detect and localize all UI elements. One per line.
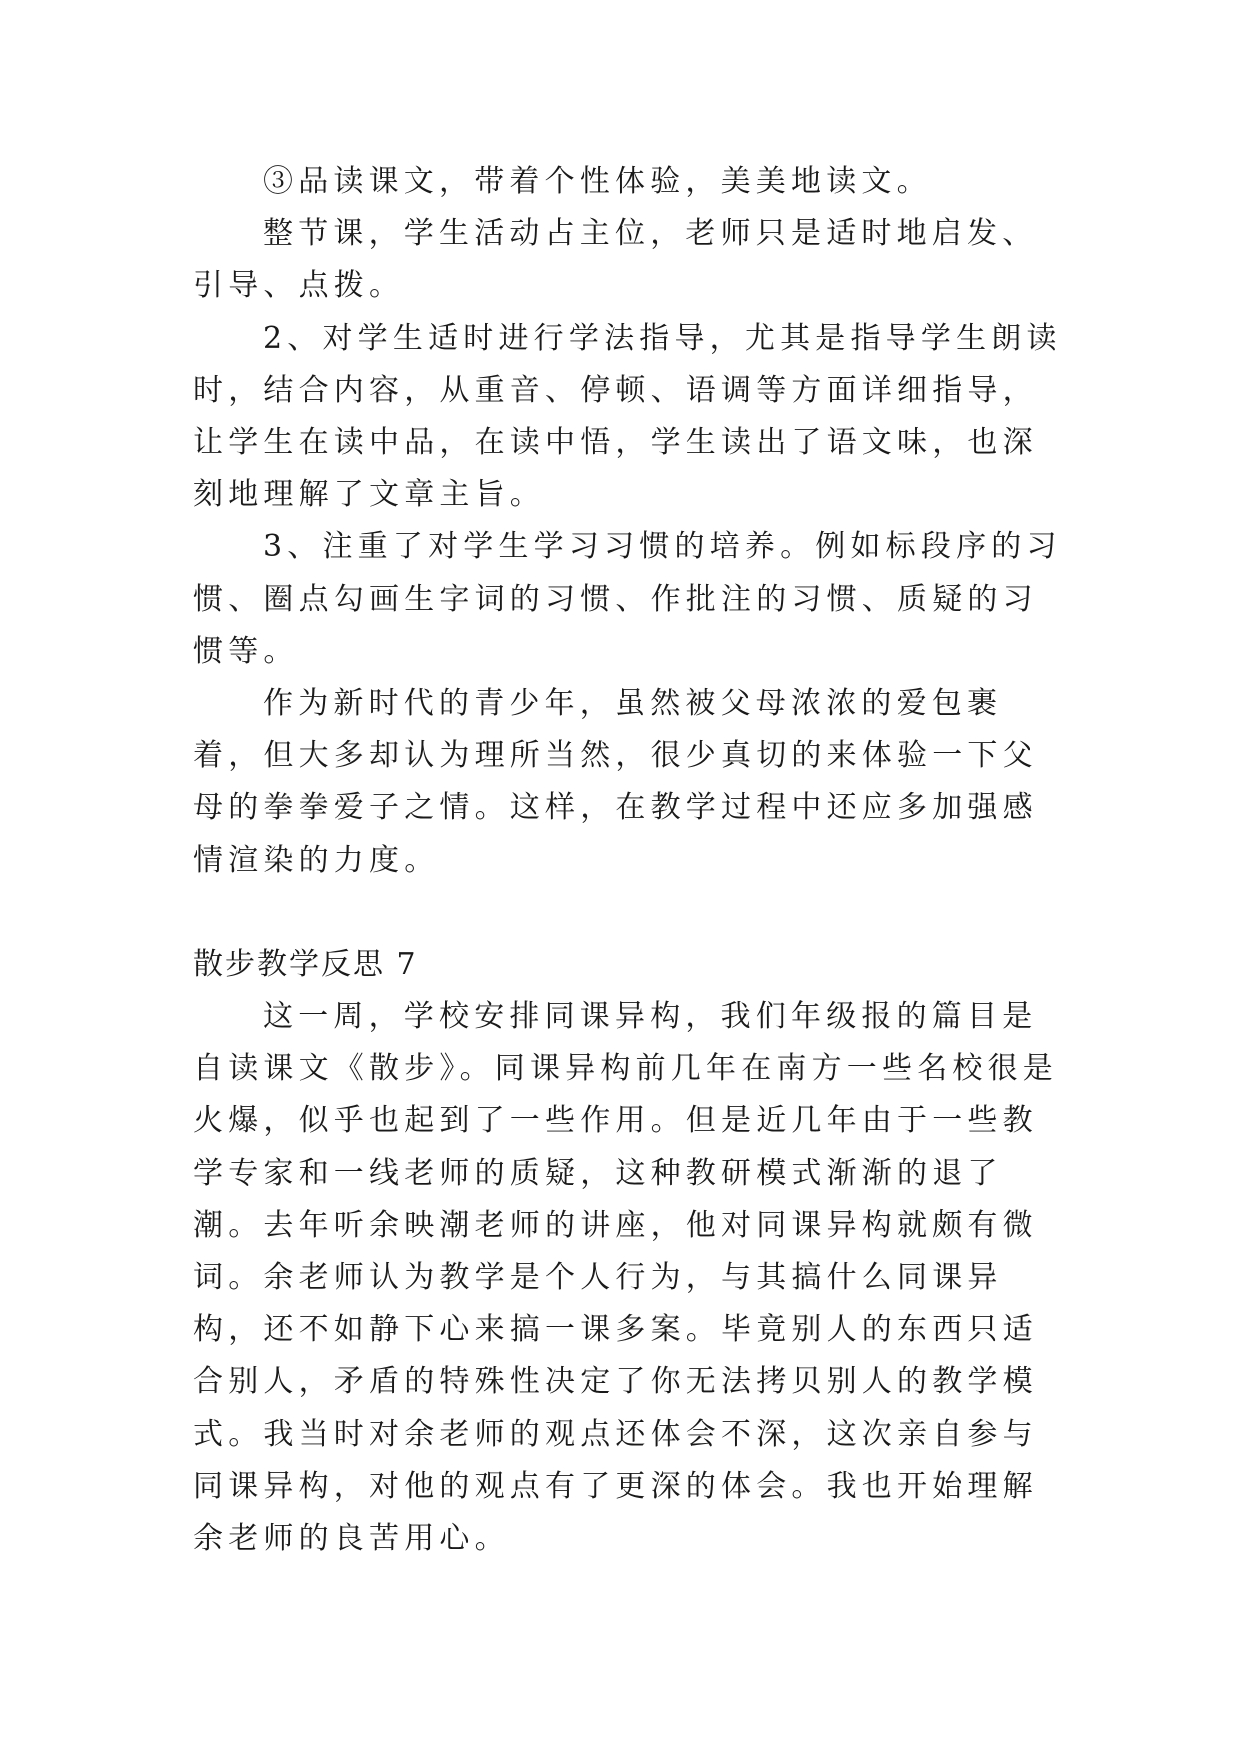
section-gap bbox=[193, 887, 1063, 939]
paragraph-student-activity: 整节课，学生活动占主位，老师只是适时地启发、引导、点拨。 bbox=[193, 216, 1038, 304]
paragraph-method-guidance: 2、对学生适时进行学法指导，尤其是指导学生朗读时，结合内容，从重音、停顿、语调等方面详细指导，让学生在读中品，在读中悟，学生读出了语文味，也深刻地理解了文章主旨。 bbox=[193, 320, 1062, 513]
document-body bbox=[193, 156, 1063, 1565]
paragraph-study-habits: 3、注重了对学生学习习惯的培养。例如标段序的习惯、圈点勾画生字词的习惯、作批注的习惯、质疑的习惯等。 bbox=[193, 529, 1062, 669]
paragraph-reading: ③品读课文，带着个性体验，美美地读文。 bbox=[263, 164, 932, 199]
section-heading: 散步教学反思 7 bbox=[193, 946, 418, 982]
paragraph-reflection: 这一周，学校安排同课异构，我们年级报的篇目是自读课文《散步》。同课异构前几年在南方一些名校很是火爆，似乎也起到了一些作用。但是近几年由于一些教学专家和一线老师的质疑，这种教研模式渐渐的退了潮。去年听余映潮老师的讲座，他对同课异构就颇有微词。余老师认为教学是个人行为，与其搞什么同课异构，还不如静下心来搞一课多案。毕竟别人的东西只适合别人，矛盾的特殊性决定了你无法拷贝别人的教学模式。我当时对余老师的观点还体会不深，这次亲自参与同课异构，对他的观点有了更深的体会。我也开始理解余老师的良苦用心。 bbox=[193, 999, 1058, 1557]
paragraph-emotion: 作为新时代的青少年，虽然被父母浓浓的爱包裹着，但大多却认为理所当然，很少真切的来体验一下父母的拳拳爱子之情。这样，在教学过程中还应多加强感情渲染的力度。 bbox=[193, 686, 1038, 878]
